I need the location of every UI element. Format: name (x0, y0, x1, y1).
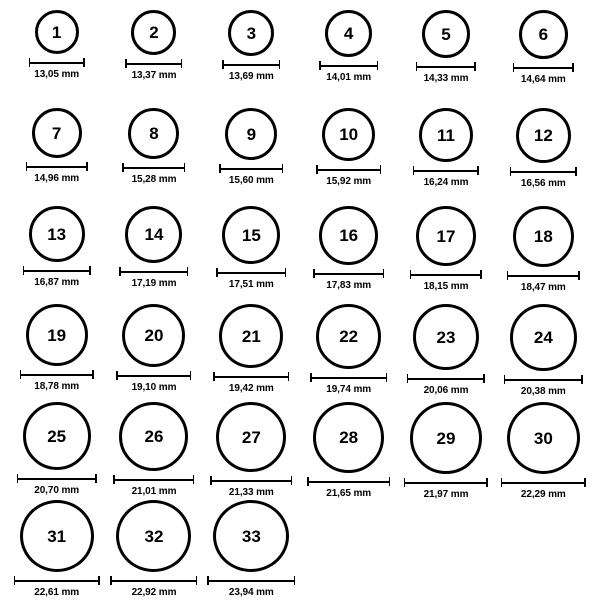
measure-bar-icon (504, 375, 583, 384)
ring-size-number: 28 (339, 428, 359, 447)
ring-circle (510, 304, 577, 371)
ring-size-cell (9, 108, 105, 206)
ring-diameter-label: 19,10 mm (131, 382, 177, 393)
ring-size-number: 22 (339, 327, 359, 346)
measure-bar-left-cap-icon (125, 59, 127, 68)
ring-size-cell (9, 10, 105, 108)
measure-bar-left-cap-icon (110, 576, 112, 585)
ring-size-cell (301, 304, 397, 402)
ring-size-cell (495, 108, 591, 206)
ring-diameter-label: 22,29 mm (520, 489, 566, 500)
measure-bar-icon (20, 370, 94, 379)
ring-size-cell (106, 10, 202, 108)
ring-diameter-label: 16,56 mm (520, 178, 566, 189)
ring-size-number: 25 (47, 426, 67, 446)
ring-size-number: 18 (533, 227, 553, 246)
ring-diameter-measure (501, 478, 586, 500)
ring-diameter-measure (410, 270, 482, 292)
ring-circle (32, 108, 82, 158)
ring-size-cell (203, 500, 299, 598)
ring-circle (219, 304, 283, 368)
measure-bar-left-cap-icon (501, 478, 503, 487)
measure-bar-left-cap-icon (213, 372, 215, 381)
ring-size-cell (301, 206, 397, 304)
ring-diameter-measure (119, 267, 188, 289)
ring-circle (128, 108, 179, 159)
ring-size-cell (495, 206, 591, 304)
measure-bar-icon (125, 59, 182, 68)
ring-size-number: 17 (436, 226, 456, 246)
ring-diameter-measure (416, 62, 476, 84)
measure-bar-icon (29, 58, 85, 67)
ring-size-cell (203, 108, 299, 206)
measure-bar-left-cap-icon (310, 373, 312, 382)
ring-size-cell (203, 10, 299, 108)
measure-bar-right-cap-icon (282, 164, 284, 173)
ring-size-number: 27 (241, 427, 261, 447)
measure-bar-right-cap-icon (474, 62, 476, 71)
ring-size-cell (398, 10, 494, 108)
ring-diameter-label: 19,42 mm (228, 383, 274, 394)
ring-diameter-measure (29, 58, 85, 80)
ring-size-cell (9, 304, 105, 402)
ring-size-number: 16 (339, 226, 359, 245)
measure-bar-right-cap-icon (193, 475, 195, 484)
ring-diameter-measure (20, 370, 94, 392)
ring-size-number: 24 (533, 328, 553, 347)
ring-circle (122, 304, 185, 367)
ring-size-number: 3 (246, 23, 257, 43)
measure-bar-icon (510, 167, 577, 176)
ring-diameter-measure (219, 164, 283, 186)
ring-circle (322, 108, 375, 161)
measure-bar-right-cap-icon (190, 371, 192, 380)
ring-diameter-label: 13,05 mm (34, 69, 80, 80)
ring-diameter-label: 20,70 mm (34, 485, 80, 496)
ring-circle (23, 402, 91, 470)
ring-diameter-label: 16,87 mm (34, 277, 80, 288)
measure-bar-icon (210, 476, 292, 485)
measure-bar-icon (313, 269, 384, 278)
ring-diameter-label: 20,38 mm (520, 386, 566, 397)
measure-bar-icon (17, 474, 97, 483)
ring-diameter-label: 19,74 mm (326, 384, 372, 395)
ring-size-number: 21 (241, 326, 261, 346)
ring-diameter-measure (316, 165, 381, 187)
ring-size-number: 20 (144, 326, 164, 345)
ring-size-number: 29 (436, 428, 456, 448)
ring-diameter-label: 13,69 mm (228, 71, 274, 82)
measure-bar-left-cap-icon (113, 475, 115, 484)
ring-size-cell (495, 402, 591, 500)
measure-bar-right-cap-icon (187, 267, 189, 276)
measure-bar-right-cap-icon (181, 59, 183, 68)
measure-bar-left-cap-icon (404, 478, 406, 487)
ring-diameter-measure (116, 371, 191, 393)
measure-bar-icon (113, 475, 194, 484)
ring-size-number: 31 (47, 526, 67, 546)
ring-size-cell (398, 108, 494, 206)
measure-bar-icon (119, 267, 188, 276)
ring-size-cell (106, 304, 202, 402)
measure-bar-right-cap-icon (86, 162, 88, 171)
measure-bar-right-cap-icon (575, 167, 577, 176)
ring-diameter-measure (513, 63, 574, 85)
ring-size-number: 32 (144, 526, 164, 546)
measure-bar-right-cap-icon (480, 270, 482, 279)
measure-bar-icon (507, 271, 580, 280)
measure-bar-icon (222, 60, 280, 69)
ring-size-number: 13 (47, 224, 67, 244)
measure-bar-left-cap-icon (119, 267, 121, 276)
ring-size-number: 5 (441, 24, 451, 44)
ring-size-cell (495, 304, 591, 402)
ring-circle (325, 10, 372, 57)
ring-diameter-label: 14,01 mm (326, 72, 372, 83)
ring-diameter-label: 15,28 mm (131, 174, 177, 185)
measure-bar-left-cap-icon (513, 63, 515, 72)
ring-diameter-label: 20,06 mm (423, 385, 469, 396)
measure-bar-left-cap-icon (23, 266, 25, 275)
measure-bar-right-cap-icon (288, 372, 290, 381)
measure-bar-icon (310, 373, 387, 382)
ring-size-number: 30 (533, 428, 553, 448)
measure-bar-right-cap-icon (196, 576, 198, 585)
ring-size-cell (9, 206, 105, 304)
ring-circle (413, 304, 479, 370)
ring-diameter-measure (222, 60, 280, 82)
measure-bar-icon (307, 477, 390, 486)
ring-size-cell (106, 108, 202, 206)
measure-bar-right-cap-icon (572, 63, 574, 72)
ring-diameter-measure (125, 59, 182, 81)
measure-bar-right-cap-icon (483, 374, 485, 383)
ring-diameter-measure (14, 576, 100, 598)
ring-size-number: 15 (241, 225, 261, 245)
ring-diameter-label: 17,51 mm (228, 279, 274, 290)
ring-size-number: 8 (149, 124, 159, 143)
ring-size-cell (203, 402, 299, 500)
measure-bar-icon (26, 162, 88, 171)
ring-circle (29, 206, 85, 262)
ring-diameter-measure (413, 166, 479, 188)
measure-bar-right-cap-icon (584, 478, 586, 487)
ring-size-cell (203, 206, 299, 304)
ring-size-number: 26 (144, 427, 164, 446)
ring-circle (125, 206, 182, 263)
ring-diameter-label: 13,37 mm (131, 70, 177, 81)
measure-bar-icon (407, 374, 485, 383)
ring-size-number: 6 (538, 25, 549, 44)
measure-bar-icon (122, 163, 185, 172)
measure-bar-right-cap-icon (95, 474, 97, 483)
ring-circle (422, 10, 470, 58)
measure-bar-right-cap-icon (377, 61, 379, 70)
measure-bar-left-cap-icon (313, 269, 315, 278)
ring-size-cell (106, 206, 202, 304)
ring-diameter-label: 21,97 mm (423, 489, 469, 500)
ring-diameter-label: 16,24 mm (423, 177, 469, 188)
ring-circle (119, 402, 188, 471)
measure-bar-right-cap-icon (386, 373, 388, 382)
measure-bar-right-cap-icon (581, 375, 583, 384)
measure-bar-icon (410, 270, 482, 279)
ring-size-number: 2 (149, 23, 159, 42)
ring-circle (225, 108, 277, 160)
ring-size-number: 10 (339, 125, 359, 144)
measure-bar-icon (219, 164, 283, 173)
ring-diameter-label: 21,33 mm (228, 487, 274, 498)
ring-diameter-measure (17, 474, 97, 496)
ring-circle (35, 10, 79, 54)
measure-bar-left-cap-icon (407, 374, 409, 383)
ring-diameter-measure (207, 576, 295, 598)
measure-bar-left-cap-icon (416, 62, 418, 71)
ring-size-cell (398, 402, 494, 500)
ring-size-cell (495, 10, 591, 108)
ring-diameter-measure (26, 162, 88, 184)
measure-bar-icon (14, 576, 100, 585)
ring-diameter-measure (504, 375, 583, 397)
measure-bar-left-cap-icon (222, 60, 224, 69)
ring-diameter-measure (407, 374, 485, 396)
ring-circle (228, 10, 274, 56)
ring-diameter-measure (113, 475, 194, 497)
measure-bar-icon (416, 62, 476, 71)
measure-bar-right-cap-icon (486, 478, 488, 487)
ring-diameter-measure (404, 478, 488, 500)
measure-bar-left-cap-icon (116, 371, 118, 380)
ring-circle (516, 108, 571, 163)
ring-diameter-label: 21,65 mm (326, 488, 372, 499)
ring-circle (313, 402, 384, 473)
ring-circle (116, 500, 191, 572)
measure-bar-icon (413, 166, 479, 175)
ring-circle (222, 206, 280, 264)
ring-circle (131, 10, 176, 55)
ring-size-number: 19 (47, 325, 67, 345)
ring-diameter-label: 17,83 mm (326, 280, 372, 291)
ring-diameter-label: 17,19 mm (131, 278, 177, 289)
ring-diameter-measure (310, 373, 387, 395)
measure-bar-right-cap-icon (291, 476, 293, 485)
ring-diameter-label: 22,61 mm (34, 587, 80, 598)
measure-bar-left-cap-icon (307, 477, 309, 486)
measure-bar-icon (116, 371, 191, 380)
ring-circle (316, 304, 381, 369)
ring-diameter-measure (313, 269, 384, 291)
ring-size-cell (398, 206, 494, 304)
measure-bar-right-cap-icon (89, 266, 91, 275)
ring-diameter-label: 22,92 mm (131, 587, 177, 598)
measure-bar-left-cap-icon (319, 61, 321, 70)
ring-diameter-measure (510, 167, 577, 189)
ring-diameter-measure (110, 576, 197, 598)
ring-size-number: 4 (343, 24, 354, 43)
measure-bar-left-cap-icon (216, 268, 218, 277)
measure-bar-icon (207, 576, 295, 585)
ring-circle (419, 108, 473, 162)
measure-bar-icon (23, 266, 91, 275)
measure-bar-right-cap-icon (294, 576, 296, 585)
ring-size-cell (9, 402, 105, 500)
ring-diameter-measure (122, 163, 185, 185)
measure-bar-right-cap-icon (383, 269, 385, 278)
measure-bar-left-cap-icon (29, 58, 31, 67)
measure-bar-icon (316, 165, 381, 174)
ring-size-cell (301, 10, 397, 108)
measure-bar-right-cap-icon (389, 477, 391, 486)
ring-diameter-measure (213, 372, 289, 394)
measure-bar-left-cap-icon (207, 576, 209, 585)
ring-size-number: 1 (51, 22, 62, 42)
ring-diameter-measure (507, 271, 580, 293)
ring-diameter-label: 14,33 mm (423, 73, 469, 84)
ring-circle (416, 206, 476, 266)
measure-bar-left-cap-icon (507, 271, 509, 280)
measure-bar-right-cap-icon (477, 166, 479, 175)
ring-diameter-measure (319, 61, 378, 83)
measure-bar-left-cap-icon (20, 370, 22, 379)
ring-diameter-label: 18,78 mm (34, 381, 80, 392)
measure-bar-left-cap-icon (210, 476, 212, 485)
ring-circle (513, 206, 574, 267)
ring-size-cell (301, 402, 397, 500)
ring-diameter-label: 15,92 mm (326, 176, 372, 187)
ring-circle (507, 402, 580, 474)
ring-size-cell (106, 500, 202, 598)
measure-bar-right-cap-icon (578, 271, 580, 280)
measure-bar-icon (110, 576, 197, 585)
ring-size-number: 12 (533, 126, 553, 145)
ring-circle (319, 206, 378, 265)
ring-size-cell (301, 108, 397, 206)
ring-diameter-measure (23, 266, 91, 288)
measure-bar-icon (501, 478, 586, 487)
ring-diameter-label: 14,64 mm (520, 74, 566, 85)
ring-diameter-label: 21,01 mm (131, 486, 177, 497)
ring-diameter-label: 15,60 mm (228, 175, 274, 186)
ring-size-number: 7 (51, 123, 62, 143)
ring-diameter-measure (307, 477, 390, 499)
measure-bar-right-cap-icon (83, 58, 85, 67)
ring-size-number: 14 (144, 225, 164, 244)
ring-diameter-label: 18,47 mm (520, 282, 566, 293)
measure-bar-left-cap-icon (410, 270, 412, 279)
measure-bar-right-cap-icon (98, 576, 100, 585)
measure-bar-right-cap-icon (279, 60, 281, 69)
measure-bar-left-cap-icon (510, 167, 512, 176)
ring-circle (213, 500, 289, 572)
ring-circle (26, 304, 88, 366)
ring-circle (519, 10, 568, 59)
measure-bar-left-cap-icon (122, 163, 124, 172)
ring-diameter-label: 18,15 mm (423, 281, 469, 292)
measure-bar-left-cap-icon (504, 375, 506, 384)
measure-bar-left-cap-icon (413, 166, 415, 175)
ring-circle (410, 402, 482, 474)
ring-circle (20, 500, 94, 572)
measure-bar-left-cap-icon (26, 162, 28, 171)
ring-diameter-measure (210, 476, 292, 498)
measure-bar-left-cap-icon (316, 165, 318, 174)
measure-bar-left-cap-icon (219, 164, 221, 173)
ring-size-cell (9, 500, 105, 598)
ring-size-cell (203, 304, 299, 402)
measure-bar-left-cap-icon (17, 474, 19, 483)
ring-diameter-label: 14,96 mm (34, 173, 80, 184)
measure-bar-icon (216, 268, 286, 277)
measure-bar-icon (513, 63, 574, 72)
ring-diameter-label: 23,94 mm (228, 587, 274, 598)
ring-diameter-measure (216, 268, 286, 290)
measure-bar-right-cap-icon (285, 268, 287, 277)
ring-size-cell (106, 402, 202, 500)
measure-bar-right-cap-icon (184, 163, 186, 172)
measure-bar-right-cap-icon (92, 370, 94, 379)
measure-bar-icon (213, 372, 289, 381)
ring-size-number: 11 (436, 125, 455, 145)
measure-bar-icon (319, 61, 378, 70)
measure-bar-right-cap-icon (380, 165, 382, 174)
measure-bar-icon (404, 478, 488, 487)
ring-size-number: 9 (246, 124, 257, 144)
ring-circle (216, 402, 286, 472)
ring-size-cell (398, 304, 494, 402)
ring-size-number: 23 (436, 327, 456, 347)
measure-bar-left-cap-icon (14, 576, 16, 585)
ring-size-number: 33 (241, 526, 261, 546)
